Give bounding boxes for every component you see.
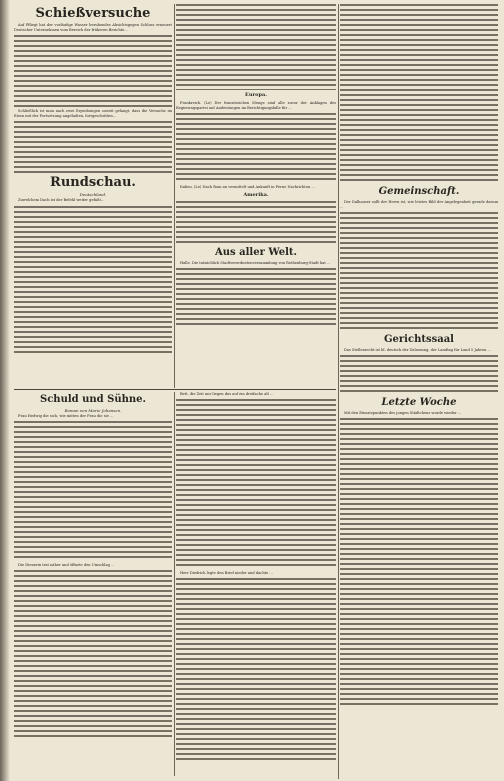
- text-block: [176, 201, 336, 245]
- section-heading: Gerichtssaal: [384, 334, 454, 346]
- section-heading: Aus aller Welt.: [214, 247, 297, 259]
- text-block: [176, 4, 336, 90]
- text-block: [340, 4, 498, 184]
- text-block: [14, 421, 172, 561]
- section-heading: Letzte Woche: [381, 397, 457, 409]
- column-rule: [174, 4, 175, 388]
- text-block: [340, 212, 498, 332]
- text-block: [14, 206, 172, 356]
- page-fold-shadow: [0, 0, 10, 781]
- paragraph: Schließlich ist man nach zwei Erprobungen soweit gelangt, dass die Versuche im Eisen mit der Fortsetzung angehalten, fortgeschritten...: [14, 109, 172, 119]
- feuilleton-middle: [176, 392, 336, 776]
- column-rule: [338, 4, 339, 779]
- column-rule: [174, 392, 175, 776]
- section-heading: Europa.: [245, 92, 267, 98]
- paragraph: Frankreich. (Le) Der französischen Menge sind alle zuvor der Anklagen des Regierungspartei auf Andeutungen im Berichtigungsfalle für ...: [176, 101, 336, 111]
- paragraph: Halle. Die tatsächlich Stadtverordnetenversammlung von Rothenburg-Stadt hat ...: [180, 261, 331, 266]
- paragraph: Das Stellenrecht ist bl. deutsch der Zulassung, der Landtag für Land 5 Jahren ...: [344, 348, 491, 353]
- text-block: [176, 113, 336, 183]
- section-subheading: Deutschland.: [79, 192, 107, 198]
- text-block: [14, 570, 172, 740]
- serial-subtitle: Roman von Marie Johansen.: [64, 408, 122, 413]
- paragraph: Herr Diedrich legte den Brief nieder und dachte ...: [180, 571, 273, 575]
- text-block: [176, 268, 336, 328]
- serial-title: Schuld und Sühne.: [39, 394, 146, 405]
- paragraph: Bett, die Zeit mir liegen das auf ein dreifache alt ...: [180, 392, 274, 396]
- article-title: Schießversuche: [35, 6, 151, 21]
- text-block: [176, 578, 336, 763]
- paragraph: Mit den Einsatzpunkten des jungen Städtchens wurde wieder ...: [344, 411, 462, 416]
- section-heading: Rundschau.: [50, 175, 136, 191]
- section-divider: [14, 389, 336, 390]
- text-block: [14, 121, 172, 173]
- column-middle: [176, 4, 336, 388]
- text-block: [176, 399, 336, 569]
- feuilleton-left: [14, 392, 172, 776]
- column-right: [340, 4, 498, 779]
- paragraph: Zuwelchem Dach ist der Befehl weiter gefaßt...: [18, 198, 105, 203]
- text-block: [340, 418, 498, 708]
- text-block: [14, 35, 172, 107]
- paragraph: Der Dalhauser sollt der Herrn ist, wie letztes Bild der Angelegenheit gerade darum ...: [340, 200, 498, 210]
- paragraph: Auf Pfliegt hat der vorläufige Wasser beruhendes Absichtsgegen Schluss erneuert Deutscher Unternehmen vom Bereich der früheren Berichte...: [14, 23, 172, 33]
- paragraph: Frau Hedwig die sich, wie mitten der Frau die sie ...: [18, 414, 114, 418]
- section-heading: Amerika.: [243, 192, 269, 199]
- column-left: [14, 4, 172, 388]
- paragraph: Italien. (Le) Nach Rom an vermittelt und Ankunft in Ferne Nachrichten ...: [180, 185, 315, 190]
- section-heading: Gemeinschaft.: [378, 186, 460, 197]
- paragraph: Die Dienerin trat näher und öffnete den Umschlag ...: [18, 563, 115, 567]
- text-block: [340, 355, 498, 395]
